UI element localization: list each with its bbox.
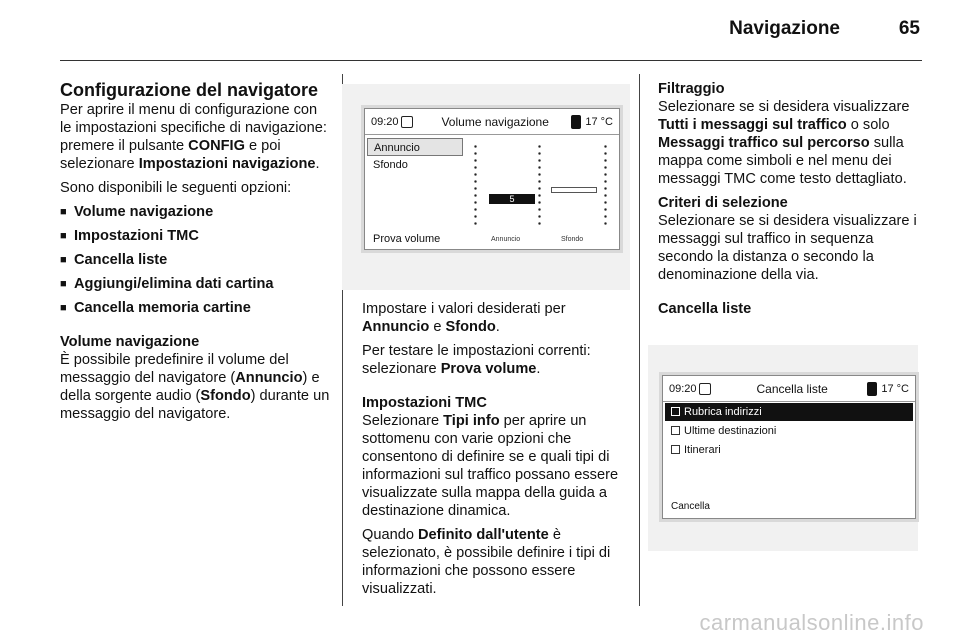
config-intro [60,101,332,173]
screen-status-bar [365,109,619,135]
screen-menu-item-prova-volume[interactable]: Prova volume [373,233,441,245]
column-right [658,80,928,318]
def-text-a: Quando [362,527,418,543]
cancella-liste-screen [662,375,916,519]
config-keyword: CONFIG [188,138,245,154]
option-item: ■ Aggiungi/elimina dati cartina [60,275,332,293]
screen-temperature: 17 °C [881,382,909,395]
screen-menu-item-annuncio[interactable]: Annuncio [367,138,463,156]
screen-list-item-itinerari[interactable] [665,441,913,459]
set-values-text [362,300,630,336]
tmc-tipi-info: Tipi info [443,413,500,429]
intro-text-a: Per aprire il menu di configurazione con le impostazioni specifiche di navigazione: premere il pulsante [60,102,327,154]
vol-text-c: ) durante un messaggio del navigatore. [60,388,330,422]
checkbox-checked-icon [671,407,680,416]
thermometer-icon [571,115,581,129]
tmc-text [362,412,630,520]
p1-sfondo: Sfondo [445,319,496,335]
column-divider-2 [639,74,640,606]
vol-text-b: ) e della sorgente audio ( [60,370,320,404]
section-heading-config: Configurazione del navigatore [60,80,319,100]
section-heading-filtraggio: Filtraggio [658,81,725,97]
volume-navigation-screen [364,108,620,250]
def-text-b: è selezionato, è possibile definire i tipi di informazioni che possono essere visualizzati. [362,527,611,597]
checkbox-icon [671,445,680,454]
criteri-text: Selezionare se si desidera visualizzare i messaggi sul traffico in sequenza secondo la distanza o secondo la denominazione della via. [658,213,917,283]
slider-label-annuncio: Annuncio [491,236,521,243]
filtr-messaggi: Messaggi traffico sul percorso [658,135,870,151]
filtr-tutti: Tutti i messaggi sul traffico [658,117,847,133]
item-label: Rubrica indirizzi [684,406,762,418]
item-label: Ultime destinazioni [684,425,777,437]
screen-title: Cancella liste [756,381,828,396]
slider-label-sfondo: Sfondo [561,236,584,243]
vol-annuncio: Annuncio [235,370,303,386]
section-heading-cancella: Cancella liste [658,301,752,317]
options-list [60,203,332,317]
volume-text [60,351,332,423]
option-item: ■ Volume navigazione [60,203,332,221]
intro-text-b: e poi selezionare [60,138,281,172]
tmc-text-b: per aprire un sottomenu con varie opzioni che consentono di definire se e quali tipi di informazioni sul traffico possano essere visualizzate sulla mappa della guida a destinazione dinamica. [362,413,619,519]
page-header-title: Navigazione [729,18,840,39]
option-item: ■ Impostazioni TMC [60,227,332,245]
screen-title: Volume navigazione [441,114,549,129]
p2-prova: Prova volume [440,361,537,377]
section-heading-volume: Volume navigazione [60,334,200,350]
screen-menu-item-sfondo[interactable]: Sfondo [373,159,408,171]
slider-track-mid [538,143,541,229]
column-left [60,80,332,423]
clock-icon [699,383,711,395]
filtr-text-b: o solo [846,117,890,133]
column-middle [362,300,630,598]
slider-track-right [604,143,607,229]
page-number: 65 [898,18,920,39]
header-rule [60,60,922,61]
p1-text-c: . [495,319,500,335]
test-settings-text [362,342,630,378]
options-intro: Sono disponibili le seguenti opzioni: [60,180,292,196]
tmc-text-a: Selezionare [362,413,444,429]
item-label: Itinerari [684,444,721,456]
annuncio-slider-knob[interactable]: 5 [489,194,535,204]
p1-annuncio: Annuncio [362,319,430,335]
screen-list-item-rubrica[interactable] [665,403,913,421]
p2-text-a: Per testare le impostazioni correnti: selezionare [362,343,591,377]
impost-keyword: Impostazioni navigazione [138,156,316,172]
filtr-text-c: sulla mappa come simboli e nel menu dei messaggi TMC come testo dettagliato. [658,135,907,187]
p1-text-b: e [429,319,446,335]
p2-text-b: . [536,361,541,377]
screen-time: 09:20 [669,382,697,395]
filtr-text-a: Selezionare se si desidera visualizzare [658,99,910,115]
def-keyword: Definito dall'utente [418,527,549,543]
screen-time: 09:20 [371,115,399,128]
checkbox-icon [671,426,680,435]
vol-sfondo: Sfondo [200,388,251,404]
clock-icon [401,116,413,128]
section-heading-criteri: Criteri di selezione [658,195,788,211]
intro-text-c: . [315,156,320,172]
p1-text-a: Impostare i valori desiderati per [362,301,566,317]
user-defined-text [362,526,630,598]
screen-cancella-button[interactable]: Cancella [671,501,710,512]
section-heading-tmc: Impostazioni TMC [362,395,487,411]
watermark: carmanualsonline.info [699,610,924,635]
screen-temperature: 17 °C [585,115,613,128]
screen-list-item-ultime[interactable] [665,422,913,440]
slider-track-left [474,143,477,229]
sfondo-slider-knob[interactable] [551,187,597,193]
screen-status-bar [663,376,915,402]
option-item: ■ Cancella memoria cartine [60,299,332,317]
vol-text-a: È possibile predefinire il volume del messaggio del navigatore ( [60,352,289,386]
thermometer-icon [867,382,877,396]
option-item: ■ Cancella liste [60,251,332,269]
filtraggio-text [658,98,928,188]
